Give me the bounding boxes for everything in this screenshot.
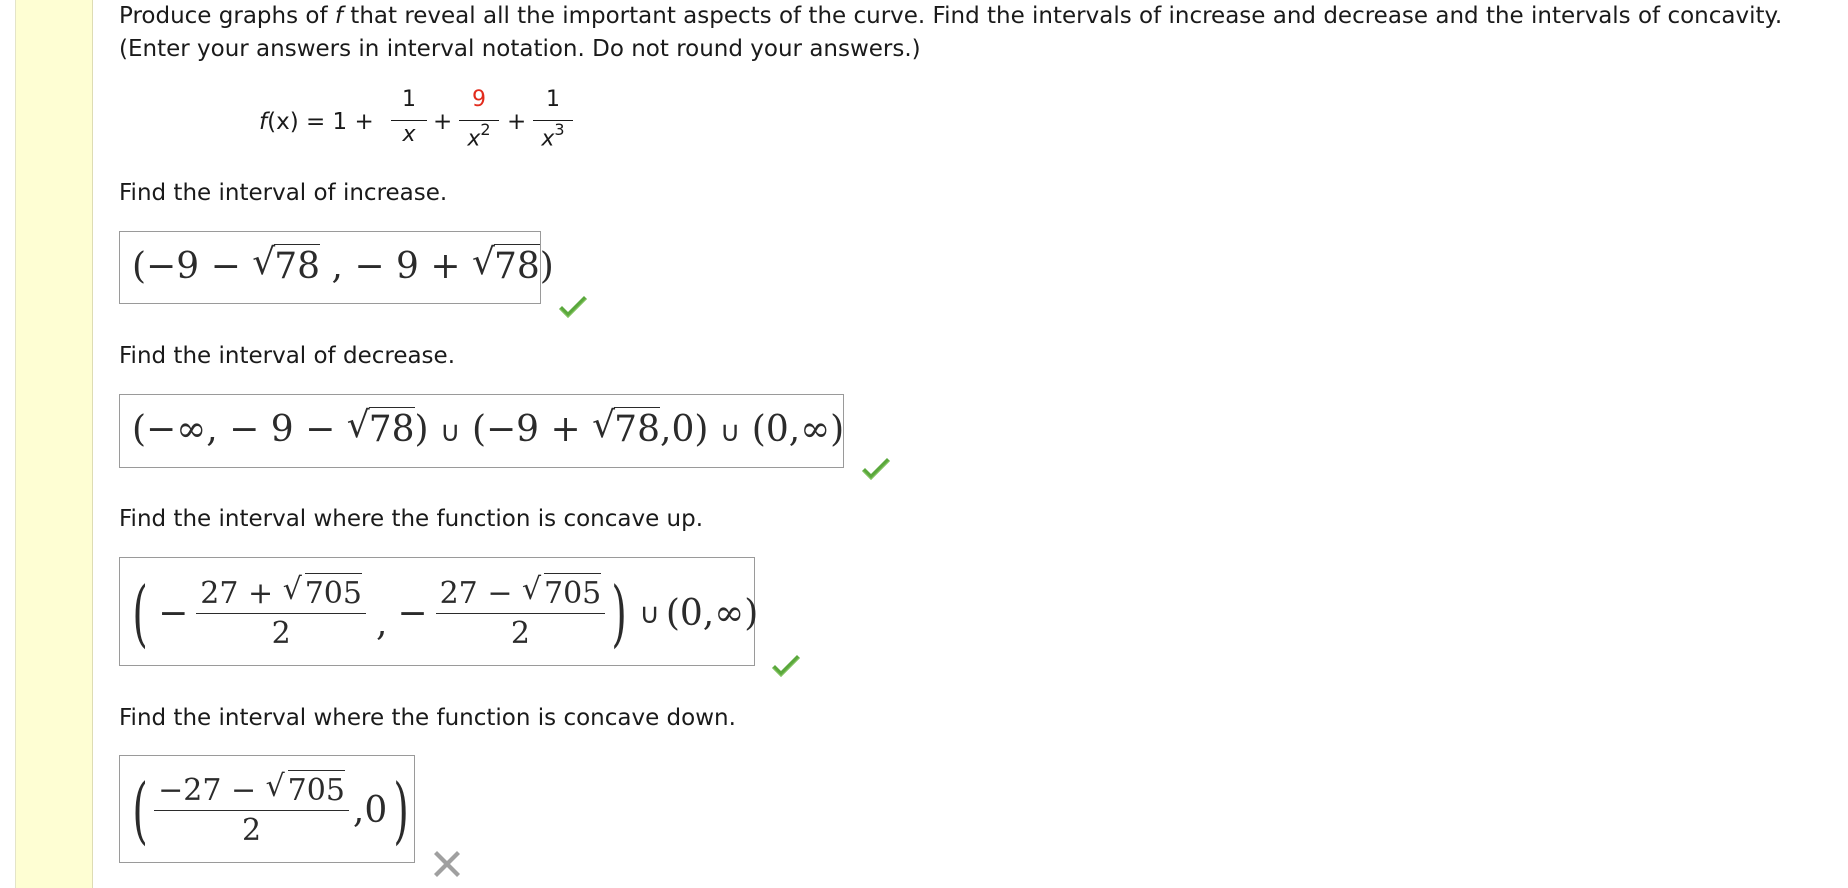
check-icon	[859, 453, 893, 487]
check-icon	[769, 650, 803, 684]
page-left-margin	[0, 0, 16, 888]
highlighted-coefficient: 9	[472, 87, 486, 112]
plus-sign: +	[433, 109, 453, 135]
answer-concave-up-math: ( − 27 + √ 705 2 , − 27 − √ 705 2 ) ∪ (0,∞)	[132, 571, 759, 655]
question-increase-label: Find the interval of increase.	[119, 180, 448, 206]
question-concave-down-label: Find the interval where the function is concave down.	[119, 705, 736, 731]
plus-sign: +	[507, 109, 527, 135]
answer-decrease-input[interactable]	[119, 394, 844, 468]
check-icon	[556, 291, 590, 325]
problem-prompt	[119, 0, 1782, 66]
answer-concave-up-input[interactable]	[119, 557, 759, 666]
answer-increase-math: (−9 − √ 78 , − 9 + √ 78)	[132, 242, 554, 287]
cross-icon	[430, 847, 464, 881]
formula-lhs: f(x) = 1 +	[259, 109, 374, 135]
prompt-line-1: Produce graphs of f that reveal all the important aspects of the curve. Find the intervals of increase and decrease and the intervals of concavity.	[119, 3, 1783, 29]
question-sidebar	[16, 0, 93, 888]
prompt-line-2: (Enter your answers in interval notation. Do not round your answers.)	[119, 36, 921, 62]
answer-increase-input[interactable]	[119, 231, 554, 304]
answer-concave-down-input[interactable]	[119, 755, 415, 863]
question-decrease-label: Find the interval of decrease.	[119, 343, 456, 369]
answer-decrease-math: (−∞, − 9 − √ 78) ∪ (−9 + √ 78,0) ∪ (0,∞)	[132, 405, 845, 450]
question-content: Produce graphs of f that reveal all the important aspects of the curve. Find the intervals of increase and decrease and the intervals of concavity. (Enter your answers in interval notation. Do not round your answers.) f(x) = 1 + 1 x + 9 $x^2$ + 1 $x^3$ Find the interval of increase. (−9 − √ 78 , − 9 + √ 78) Find the interval of decrease. (−∞, − 9 − √ 78) ∪ (−9 + √ 78,0) ∪ (0,∞) Find the interval where the function is concave up. ( − 27 + √ 705 2 , − 27 − √ 705 2 ) ∪ (0,∞) Find the interval where the function is concave down. ( −27 − √ 705 2 , 0 )	[119, 0, 1848, 888]
answer-concave-down-math: ( −27 − √ 705 2 , 0 )	[132, 768, 410, 852]
question-concave-up-label: Find the interval where the function is concave up.	[119, 506, 704, 532]
